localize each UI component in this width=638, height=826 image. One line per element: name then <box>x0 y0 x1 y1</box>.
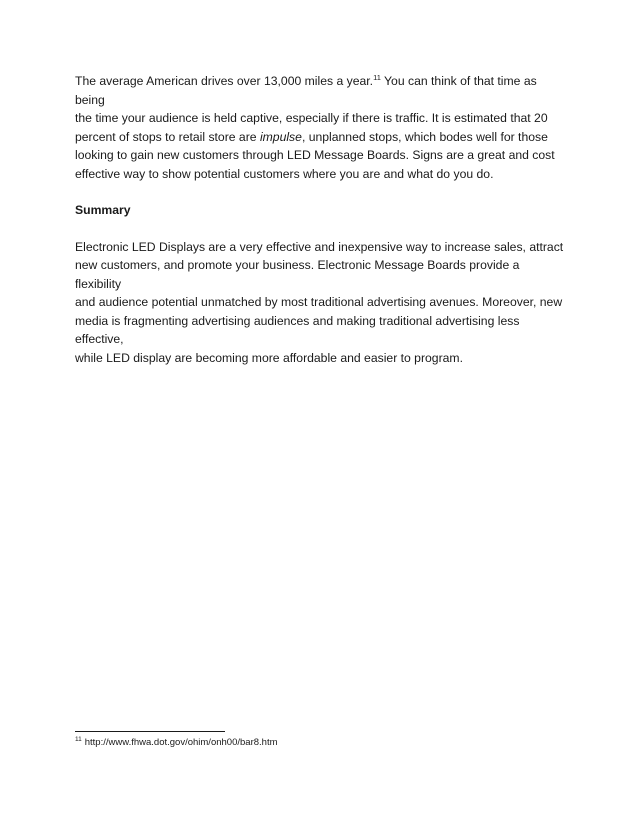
paragraph-text: effective way to show potential customers where you are and what do you do. <box>75 166 494 181</box>
paragraph-text: the time your audience is held captive, especially if there is traffic. It is estimated that 20 <box>75 111 548 125</box>
paragraph-text: You can think of that time as being <box>75 74 537 107</box>
emphasis-impulse: impulse <box>259 129 302 144</box>
paragraph-text: Electronic LED Displays are a very effective and inexpensive way to increase sales, attract <box>75 239 564 254</box>
footnote-number: 11 <box>75 736 82 743</box>
paragraph-driving-stats <box>75 72 565 183</box>
paragraph-text: media is fragmenting advertising audiences and making traditional advertising less effective, <box>75 313 520 346</box>
paragraph-text: looking to gain new customers through LED Message Boards. Signs are a great and cost <box>75 148 555 162</box>
paragraph-summary <box>75 238 565 368</box>
paragraph-text: , unplanned stops, which bodes well for those <box>301 129 548 144</box>
paragraph-text: percent of stops to retail store are <box>75 129 260 144</box>
paragraph-text: The average American drives over 13,000 miles a year. <box>75 74 374 88</box>
footnote-reference[interactable]: 11 <box>373 73 381 82</box>
page-body <box>75 72 565 385</box>
footnote-link[interactable]: http://www.fhwa.dot.gov/ohim/onh00/bar8.htm <box>84 737 278 748</box>
paragraph-text: while LED display are becoming more affordable and easier to program. <box>75 350 463 365</box>
footnote <box>75 736 278 750</box>
section-heading-summary: Summary <box>75 203 131 217</box>
footnote-separator <box>75 731 225 732</box>
paragraph-text: and audience potential unmatched by most traditional advertising avenues. Moreover, new <box>75 295 563 309</box>
paragraph-text: new customers, and promote your business. Electronic Message Boards provide a flexibility <box>75 258 520 291</box>
